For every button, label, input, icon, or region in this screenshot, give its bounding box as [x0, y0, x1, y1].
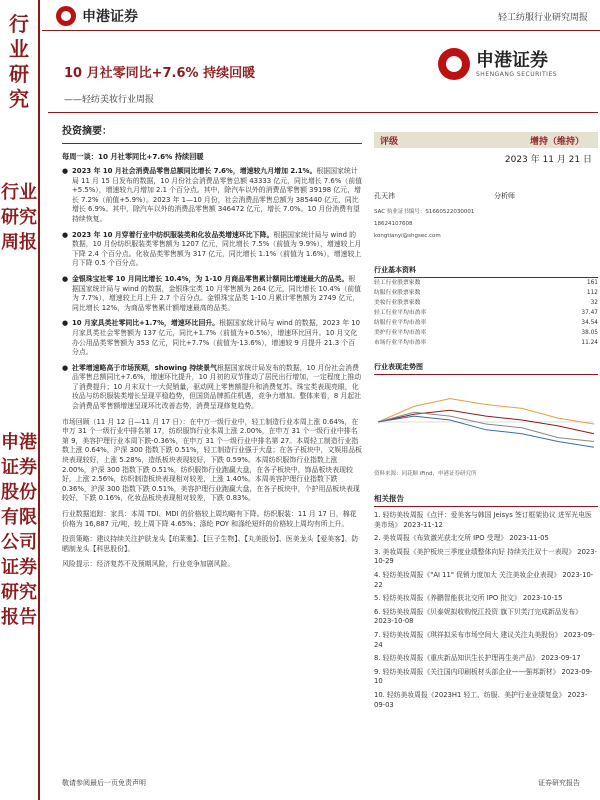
market-data-key: 市场行业平均市盈率 [374, 340, 427, 346]
chart-series-line-1 [378, 399, 594, 424]
report-title: 10 月社零同比+7.6% 持续回暖 [64, 66, 256, 81]
related-report-link[interactable]: 8. 轻纺美妆周报《重庆新品知识生长护理再生美产品》 2023-09-17 [374, 654, 581, 663]
abstract-bullet [62, 364, 362, 412]
bullet-headline: 社零增速略高于市场预期，showing 持续景气 [72, 363, 217, 372]
bullet-body: 根据国家统计局与 wind 的数据，2023 年 10 月家具类社会零售额为 137 亿元，同比+1.7%（前值为+0.5%），增速环比回升。10 月文化办公用品类零售额为 353 亿元，同比+7.7%（前值为-13.6%），增速较 9 月提升 21.3 个百分点。 [72, 319, 361, 357]
abstract-bullet [62, 275, 362, 313]
header-report-type: 轻工纺服行业研究周报 [497, 13, 588, 23]
brand-logo [438, 48, 557, 80]
abstract-lead: 每周一谈：10 月社零同比+7.6% 持续回暖 [62, 152, 204, 161]
market-paragraph: 行业数据追踪：家具：本周 TDI、MDI 的价格较上周均略有下降。纺织服装：11 月 17 日，棉花价格为 16,887 元/吨，较上周下降 4.65%；涤纶 POY 和涤纶短纤的价格较上周均有所上升。 [62, 510, 357, 528]
bullet-headline: 10 月家具类社零同比+1.7%，增速环比回升。 [72, 319, 220, 328]
analyst-email[interactable]: kongtianyi@shgsec.com [374, 233, 441, 239]
sidebar-divider [38, 0, 40, 800]
report-subtitle: ——轻纺美妆行业周报 [64, 95, 155, 105]
market-paragraph: 市场回顾（11 月 12 日—11 月 17 日）：在中万一级行业中，轻工制造行业本周上涨 0.64%，在申万 31 个一级行业中排名第 17，纺织服饰行业本周上涨 2.00%，在申万 31 个一级行业中排名第 9，美容护理行业本周下跌-0.36%，在申万 31 个一级行业中排名第 27。本周轻工制造行业指数上涨 0.64%，沪深 300 指数下跌 0.51%，轻工制造行业强于大盘；在各子板块中，文娱用品板块表现较好，上涨 5.28%，造纸板块表现较好，下跌 0.59%。本周纺织服饰行业指数上涨 2.00%，沪深 300 指数下跌 0.51%，纺织服饰行业跑赢大盘，在各子板块中，饰品板块表现较好，上涨 2.56%，纺织制造板块表现相对较差，上涨 1.40%。本周美容护理行业指数下跌 0.36%，沪深 300 指数下跌 0.51%，美容护理行业跑赢大盘，在各子板块中，个护用品板块表现较好，下跌 0.16%，化妆品板块表现相对较差，下跌 0.83%。 [62, 417, 362, 503]
report-date: 2023 年 11 月 21 日 [504, 155, 592, 165]
analyst-name: 孔天祎 [374, 192, 395, 200]
analyst-phone: 18624107608 [374, 221, 413, 227]
abstract-column [62, 122, 362, 576]
related-report-link[interactable]: 1. 轻纺美妆周报《点评：爱美客与韩国 Jeisys 签订框架协议 进军光电医美市场》 2023-11-12 [374, 511, 592, 529]
sidebar-label-middle: 行业研究周报 [1, 182, 37, 253]
abstract-heading: 投资摘要： [62, 126, 112, 137]
related-reports-title: 相关报告 [374, 494, 404, 503]
bullet-body: 根据国家统计局 11 月 15 日发布的数据，10 月份社会消费品零售总额 43333 亿元，同比增长 7.6%（前值+5.5%），增速较九月增加 2.1 个百分点。其中，除汽车以外的消费品零售额 39198 亿元，增长 7.2%（前值+5.9%）。2023 年 1—10 月份，社会消费品零售总额为 385440 亿元，同比增长 6.9%。其中，除汽车以外的消费品零售额 346472 亿元，增长 7.0%。10 月份消费有望持续恢复。 [72, 167, 362, 223]
header-rule [42, 30, 600, 31]
header-logo-text: 申港证券 [82, 9, 138, 25]
performance-chart [374, 377, 598, 467]
analyst-cert: SAC 执业证书编号：S1660522030001 [374, 209, 475, 215]
footer-disclaimer: 敬请参阅最后一页免责声明 [62, 779, 146, 787]
bullet-body: 根据国家统计局与 wind 的数据，金银珠宝类 10 月零售额为 264 亿元，同比增长 10.4%（前值为 7.7%），增速较上月上升 2.7 个百分点。金银珠宝品类 1-10 月累计零售额为 2749 亿元，同比增长 12%，为商品零售累计额增速最高的品类。 [72, 274, 362, 312]
brand-logo-en: SHENGANG SECURITIES [476, 70, 558, 78]
related-reports-rule [374, 506, 598, 507]
sidebar-label-top: 行业研究 [9, 12, 29, 111]
abstract-rule [62, 143, 362, 144]
market-paragraph: 风险提示：经济复苏不及预期风险，行业竞争加剧风险。 [62, 560, 235, 569]
bullet-headline: 2023 年 10 月社会消费品零售总额同比增长 7.6%，增速较九月增加 2.1%。 [72, 167, 317, 175]
chart-source: 资料来源：同花顺 iFind，申港证券研究所 [374, 471, 477, 477]
market-data-row [374, 338, 598, 348]
chart-title: 行业表现走势图 [374, 363, 423, 371]
market-data-key: 美妆行业股票家数 [374, 300, 421, 306]
related-report-link[interactable]: 4. 轻纺美妆周报《"AI 11" 促销力度加大 关注美妆企业表现》 2023-10-22 [374, 570, 594, 589]
related-report-link[interactable]: 5. 轻纺美妆周报《养鹏智能获北交所 IPO 批文》 2023-10-15 [374, 594, 563, 603]
footer-label: 证券研究报告 [538, 779, 580, 787]
rating-value: 增持（维持） [529, 136, 584, 147]
market-data-key: 纺服行业股票家数 [374, 290, 421, 296]
market-data-value: 32 [590, 300, 598, 306]
market-data-value: 38.05 [581, 330, 598, 336]
market-data-table [374, 278, 598, 348]
rating-label: 评级 [380, 136, 399, 147]
related-report-link[interactable]: 10. 轻纺美妆周报《2023H1 轻工、纺服、美护行业业绩复盘》 2023-09-03 [374, 690, 588, 709]
related-report-link[interactable]: 9. 轻纺美妆周报《关注国内印刷板材头部企业——强邦新材》 2023-09-10 [374, 667, 593, 686]
bullet-body: 根据国家统计局发布的数据，10 月份社会消费品零售总额同比+7.6%，增速环比提升，10 月初的双节推动了居民出行增加，一定程度上推动了消费提升；10 月末双十一大促销量，驱动网上零售额提升和消费复苏。珠宝类表现亮眼，化妆品与纺织服装类增长呈现平稳趋势，但国货品牌抓住机遇，竞争力增加。整体来看，8 月起社会消费品零售额增速呈现环比改善态势，消费呈现修复趋势。 [72, 363, 362, 411]
market-data-row [374, 298, 598, 308]
market-data-row [374, 278, 598, 288]
bullet-body: 根据国家统计局与 wind 的数据，10 月份纺织服装类零售额为 1207 亿元，同比增长 7.5%（前值为 9.9%），增速较上月下降 2.4 个百分点。化妆品类零售额为 317 亿元，同比增长 1.1%（前值为 1.6%），增速较上月下降 0.5 个百分点。 [72, 230, 362, 268]
logo-icon [56, 6, 76, 26]
market-paragraph: 投资策略：建议持续关注护肤龙头【珀莱雅】、【巨子生物】、【丸美股份】、医美龙头【爱美客】、防晒制龙头【科思股份】。 [62, 535, 359, 553]
related-report-link[interactable]: 7. 轻纺美妆周报《琪祥拟采布市场空间大 建议关注丸美股份》 2023-09-24 [374, 630, 595, 649]
header-logo [56, 6, 138, 26]
abstract-bullets [62, 167, 362, 412]
info-column [374, 132, 598, 710]
sidebar-label-bottom: 申港证券股份有限公司证券研究报告 [1, 432, 37, 628]
abstract-bullet [62, 231, 362, 269]
chart-rule [374, 374, 598, 375]
market-data-row [374, 308, 598, 318]
abstract-bullet [62, 167, 362, 225]
left-sidebar-band [0, 0, 38, 800]
market-data-value: 11.24 [581, 340, 598, 346]
related-report-link[interactable]: 6. 轻纺美妆周报《贝泰妮拟收购悦江投资 旗下贝芙汀完成新品发布》 2023-10-08 [374, 607, 582, 626]
market-data-key: 美护行业平均市盈率 [374, 330, 427, 336]
bullet-headline: 2023 年 10 月穿着行业中纺织服装类和化妆品类增速环比下降。 [72, 230, 274, 239]
analyst-header [374, 191, 598, 201]
market-data-key: 纺服行业平均市盈率 [374, 320, 427, 326]
related-report-link[interactable]: 2. 美妆周报《布致激光获北交所 IPO 受理》 2023-11-05 [374, 534, 549, 543]
bullet-headline: 金银珠宝社零 10 月同比增长 10.4%，为 1-10 月商品零售累计额同比增速最大的品类。 [72, 274, 349, 283]
title-rule [48, 112, 598, 113]
market-data-row [374, 288, 598, 298]
page-header [42, 0, 600, 30]
market-data-value: 37.47 [581, 310, 598, 316]
market-data-key: 轻工行业股票家数 [374, 280, 421, 286]
market-data-key: 轻工行业平均市盈率 [374, 310, 427, 316]
chart-series-line-3 [378, 416, 594, 447]
market-data-row [374, 318, 598, 328]
market-data-value: 161 [586, 280, 598, 286]
analyst-role: 分析师 [494, 192, 515, 200]
related-report-link[interactable]: 3. 美妆周报《美护板块三季度业绩整体向好 持续关注双十一表现》 2023-10-29 [374, 547, 598, 566]
logo-icon [438, 48, 470, 80]
market-data-value: 112 [586, 290, 598, 296]
market-data-title: 行业基本资料 [374, 266, 416, 274]
abstract-bullet [62, 319, 362, 357]
market-data-value: 34.54 [581, 320, 598, 326]
related-reports-list [374, 511, 598, 710]
brand-logo-cn: 申港证券 [476, 49, 548, 71]
rating-bar [374, 132, 598, 148]
market-data-row [374, 328, 598, 338]
abstract-market [62, 418, 362, 570]
